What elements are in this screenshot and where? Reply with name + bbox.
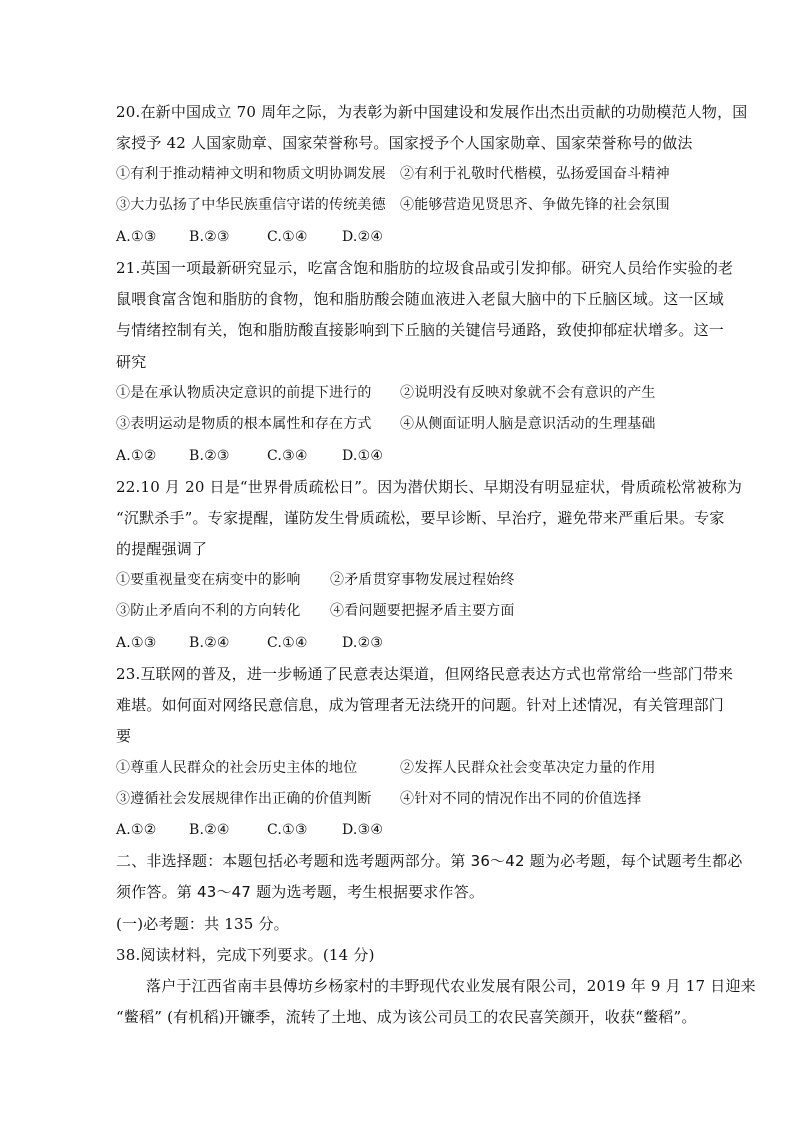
q21-answer-c: C.③④ — [267, 448, 308, 464]
q22-answers — [116, 633, 383, 653]
q20-stem-line-2: 家授予 42 人国家勋章、国家荣誉称号。国家授予个人国家勋章、国家荣誉称号的做法 — [116, 134, 693, 152]
required-questions-label: (一)必考题：共 135 分。 — [116, 915, 289, 933]
q22-stem-line-2: “沉默杀手”。专家提醒，谨防发生骨质疏松，要早诊断、早治疗，避免带来严重后果。专家 — [116, 509, 725, 527]
q23-answer-b: B.②④ — [189, 822, 230, 838]
q23-option-2: ②发挥人民群众社会变革决定力量的作用 — [400, 760, 656, 776]
q20-option-1: ①有利于推动精神文明和物质文明协调发展 — [116, 166, 386, 182]
q20-answer-a: A.①③ — [116, 229, 157, 245]
q21-stem-line-1: 21.英国一项最新研究显示，吃富含饱和脂肪的垃圾食品或引发抑郁。研究人员给作实验的老 — [116, 259, 734, 277]
q23-answer-c: C.①③ — [267, 822, 308, 838]
q23-option-3: ③遵循社会发展规律作出正确的价值判断 — [116, 791, 372, 807]
q20-option-3: ③大力弘扬了中华民族重信守诺的传统美德 — [116, 197, 386, 213]
q21-option-1: ①是在承认物质决定意识的前提下进行的 — [116, 385, 372, 401]
q38-paragraph-line-2: “鳖稻” (有机稻)开镰季，流转了土地、成为该公司员工的农民喜笑颜开，收获“鳖稻”。 — [116, 1008, 697, 1026]
q21-stem-line-2: 鼠喂食富含饱和脂肪的食物，饱和脂肪酸会随血液进入老鼠大脑中的下丘脑区域。这一区域 — [116, 290, 725, 308]
q22-option-3: ③防止矛盾向不利的方向转化 — [116, 603, 301, 619]
q21-answer-b: B.②③ — [189, 448, 230, 464]
q20-answer-b: B.②③ — [189, 229, 230, 245]
q20-answer-d: D.②④ — [342, 229, 384, 245]
q23-answer-a: A.①② — [116, 822, 157, 838]
q21-answer-a: A.①② — [116, 448, 157, 464]
q23-option-4: ④针对不同的情况作出不同的价值选择 — [400, 791, 642, 807]
q22-stem-line-1: 22.10 月 20 日是“世界骨质疏松日”。因为潜伏期长、早期没有明显症状，骨质疏松常被称为 — [116, 478, 743, 496]
q22-option-1: ①要重视量变在病变中的影响 — [116, 572, 301, 588]
q23-option-1: ①尊重人民群众的社会历史主体的地位 — [116, 760, 358, 776]
q20-option-2: ②有利于礼敬时代楷模，弘扬爱国奋斗精神 — [400, 166, 670, 182]
q22-answer-d: D.②③ — [342, 635, 384, 651]
q22-option-4: ④看问题要把握矛盾主要方面 — [330, 603, 515, 619]
q21-answers — [116, 446, 383, 466]
q21-answer-d: D.①④ — [342, 448, 384, 464]
section2-heading-line-2: 须作答。第 43～47 题为选考题，考生根据要求作答。 — [116, 883, 485, 901]
q22-stem-line-3: 的提醒强调了 — [116, 540, 208, 558]
q22-answer-c: C.①④ — [267, 635, 308, 651]
q23-stem-line-1: 23.互联网的普及，进一步畅通了民意表达渠道，但网络民意表达方式也常常给一些部门带来 — [116, 665, 734, 683]
q23-stem-line-3: 要 — [116, 727, 132, 745]
q23-stem-line-2: 难堪。如何面对网络民意信息，成为管理者无法绕开的问题。针对上述情况，有关管理部门 — [116, 696, 725, 714]
section2-heading-line-1: 二、非选择题：本题包括必考题和选考题两部分。第 36～42 题为必考题，每个试题考生都必 — [116, 852, 743, 870]
q21-option-4: ④从侧面证明人脑是意识活动的生理基础 — [400, 416, 656, 432]
q20-stem-line-1: 20.在新中国成立 70 周年之际，为表彰为新中国建设和发展作出杰出贡献的功勋模范人物，国 — [116, 103, 748, 121]
q20-answer-c: C.①④ — [267, 229, 308, 245]
q20-answers — [116, 227, 383, 247]
q23-answers — [116, 820, 383, 840]
q22-answer-a: A.①③ — [116, 635, 157, 651]
q21-stem-line-3: 与情绪控制有关，饱和脂肪酸直接影响到下丘脑的关键信号通路，致使抑郁症状增多。这一 — [116, 321, 725, 339]
q38-paragraph-line-1: 落户于江西省南丰县傅坊乡杨家村的丰野现代农业发展有限公司，2019 年 9 月 17 日迎来 — [146, 977, 756, 995]
q22-option-2: ②矛盾贯穿事物发展过程始终 — [330, 572, 515, 588]
q23-answer-d: D.③④ — [342, 822, 384, 838]
q21-option-2: ②说明没有反映对象就不会有意识的产生 — [400, 385, 656, 401]
q21-stem-line-4: 研究 — [116, 353, 147, 371]
q20-option-4: ④能够营造见贤思齐、争做先锋的社会氛围 — [400, 197, 670, 213]
q38-title: 38.阅读材料，完成下列要求。(14 分) — [116, 946, 375, 964]
q22-answer-b: B.②④ — [189, 635, 230, 651]
q21-option-3: ③表明运动是物质的根本属性和存在方式 — [116, 416, 372, 432]
